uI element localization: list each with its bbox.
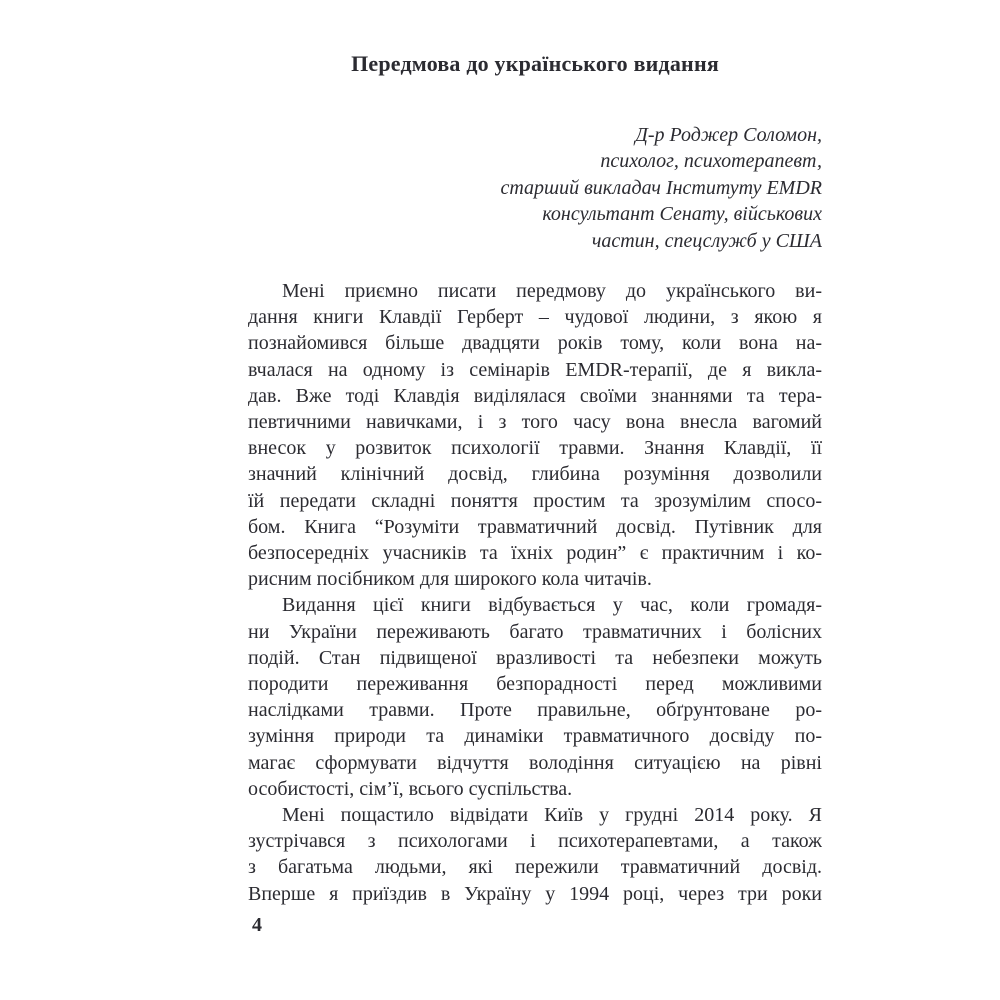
author-line: консультант Сенату, військових <box>542 203 822 226</box>
body-line: Мені пощастило відвідати Київ у грудні 2014 року. Я <box>282 804 822 827</box>
body-line: безпосередніх учасників та їхніх родин” є практичним і ко- <box>248 542 822 565</box>
body-line: наслідками травми. Проте правильне, обґрунтоване ро- <box>248 699 822 722</box>
body-line: значний клінічний досвід, глибина розуміння дозволили <box>248 463 822 486</box>
body-text <box>248 278 822 907</box>
body-line: Мені приємно писати передмову до українського ви- <box>282 280 822 302</box>
author-line: психолог, психотерапевт, <box>600 150 822 173</box>
body-line: Видання цієї книги відбувається у час, коли громадя- <box>282 594 822 617</box>
body-line: вчалася на одному із семінарів EMDR-терапії, де я викла- <box>248 358 822 381</box>
body-line: рисним посібником для широкого кола читачів. <box>248 568 652 591</box>
author-line: частин, спецслужб у США <box>591 229 822 252</box>
body-line: породити переживання безпорадності перед можливими <box>248 673 822 696</box>
body-line: ни України переживають багато травматичних і болісних <box>248 620 822 643</box>
body-line: зустрічався з психологами і психотерапевтами, а також <box>248 830 822 853</box>
body-line: внесок у розвиток психології травми. Знання Клавдії, її <box>248 437 822 460</box>
page-number: 4 <box>252 914 262 936</box>
body-line: бом. Книга “Розуміти травматичний досвід. Путівник для <box>248 515 822 538</box>
body-line: зуміння природи та динаміки травматичного досвіду по- <box>248 725 822 748</box>
author-attribution <box>248 122 822 254</box>
body-line: певтичними навичками, і з того часу вона внесла вагомий <box>248 411 822 434</box>
body-line: Вперше я приїздив в Україну у 1994 році, через три роки <box>248 882 822 905</box>
body-line: їй передати складні поняття простим та зрозумілим спосо- <box>248 489 822 512</box>
text-column <box>248 0 822 1000</box>
body-line: магає сформувати відчуття володіння ситуацією на рівні <box>248 751 822 774</box>
body-line: з багатьма людьми, які пережили травматичний досвід. <box>248 856 822 879</box>
author-line: Д-р Роджер Соломон, <box>635 124 822 146</box>
body-line: дання книги Клавдії Герберт – чудової людини, з якою я <box>248 306 822 329</box>
body-line: дав. Вже тоді Клавдія виділялася своїми знаннями та тера- <box>248 384 822 407</box>
page-title: Передмова до українського видання <box>351 51 719 76</box>
body-line: подій. Стан підвищеної вразливості та небезпеки можуть <box>248 646 822 669</box>
body-line: особистості, сім’ї, всього суспільства. <box>248 777 573 800</box>
author-line: старший викладач Інституту EMDR <box>500 176 822 199</box>
body-line: познайомився більше двадцяти років тому, коли вона на- <box>248 332 822 355</box>
